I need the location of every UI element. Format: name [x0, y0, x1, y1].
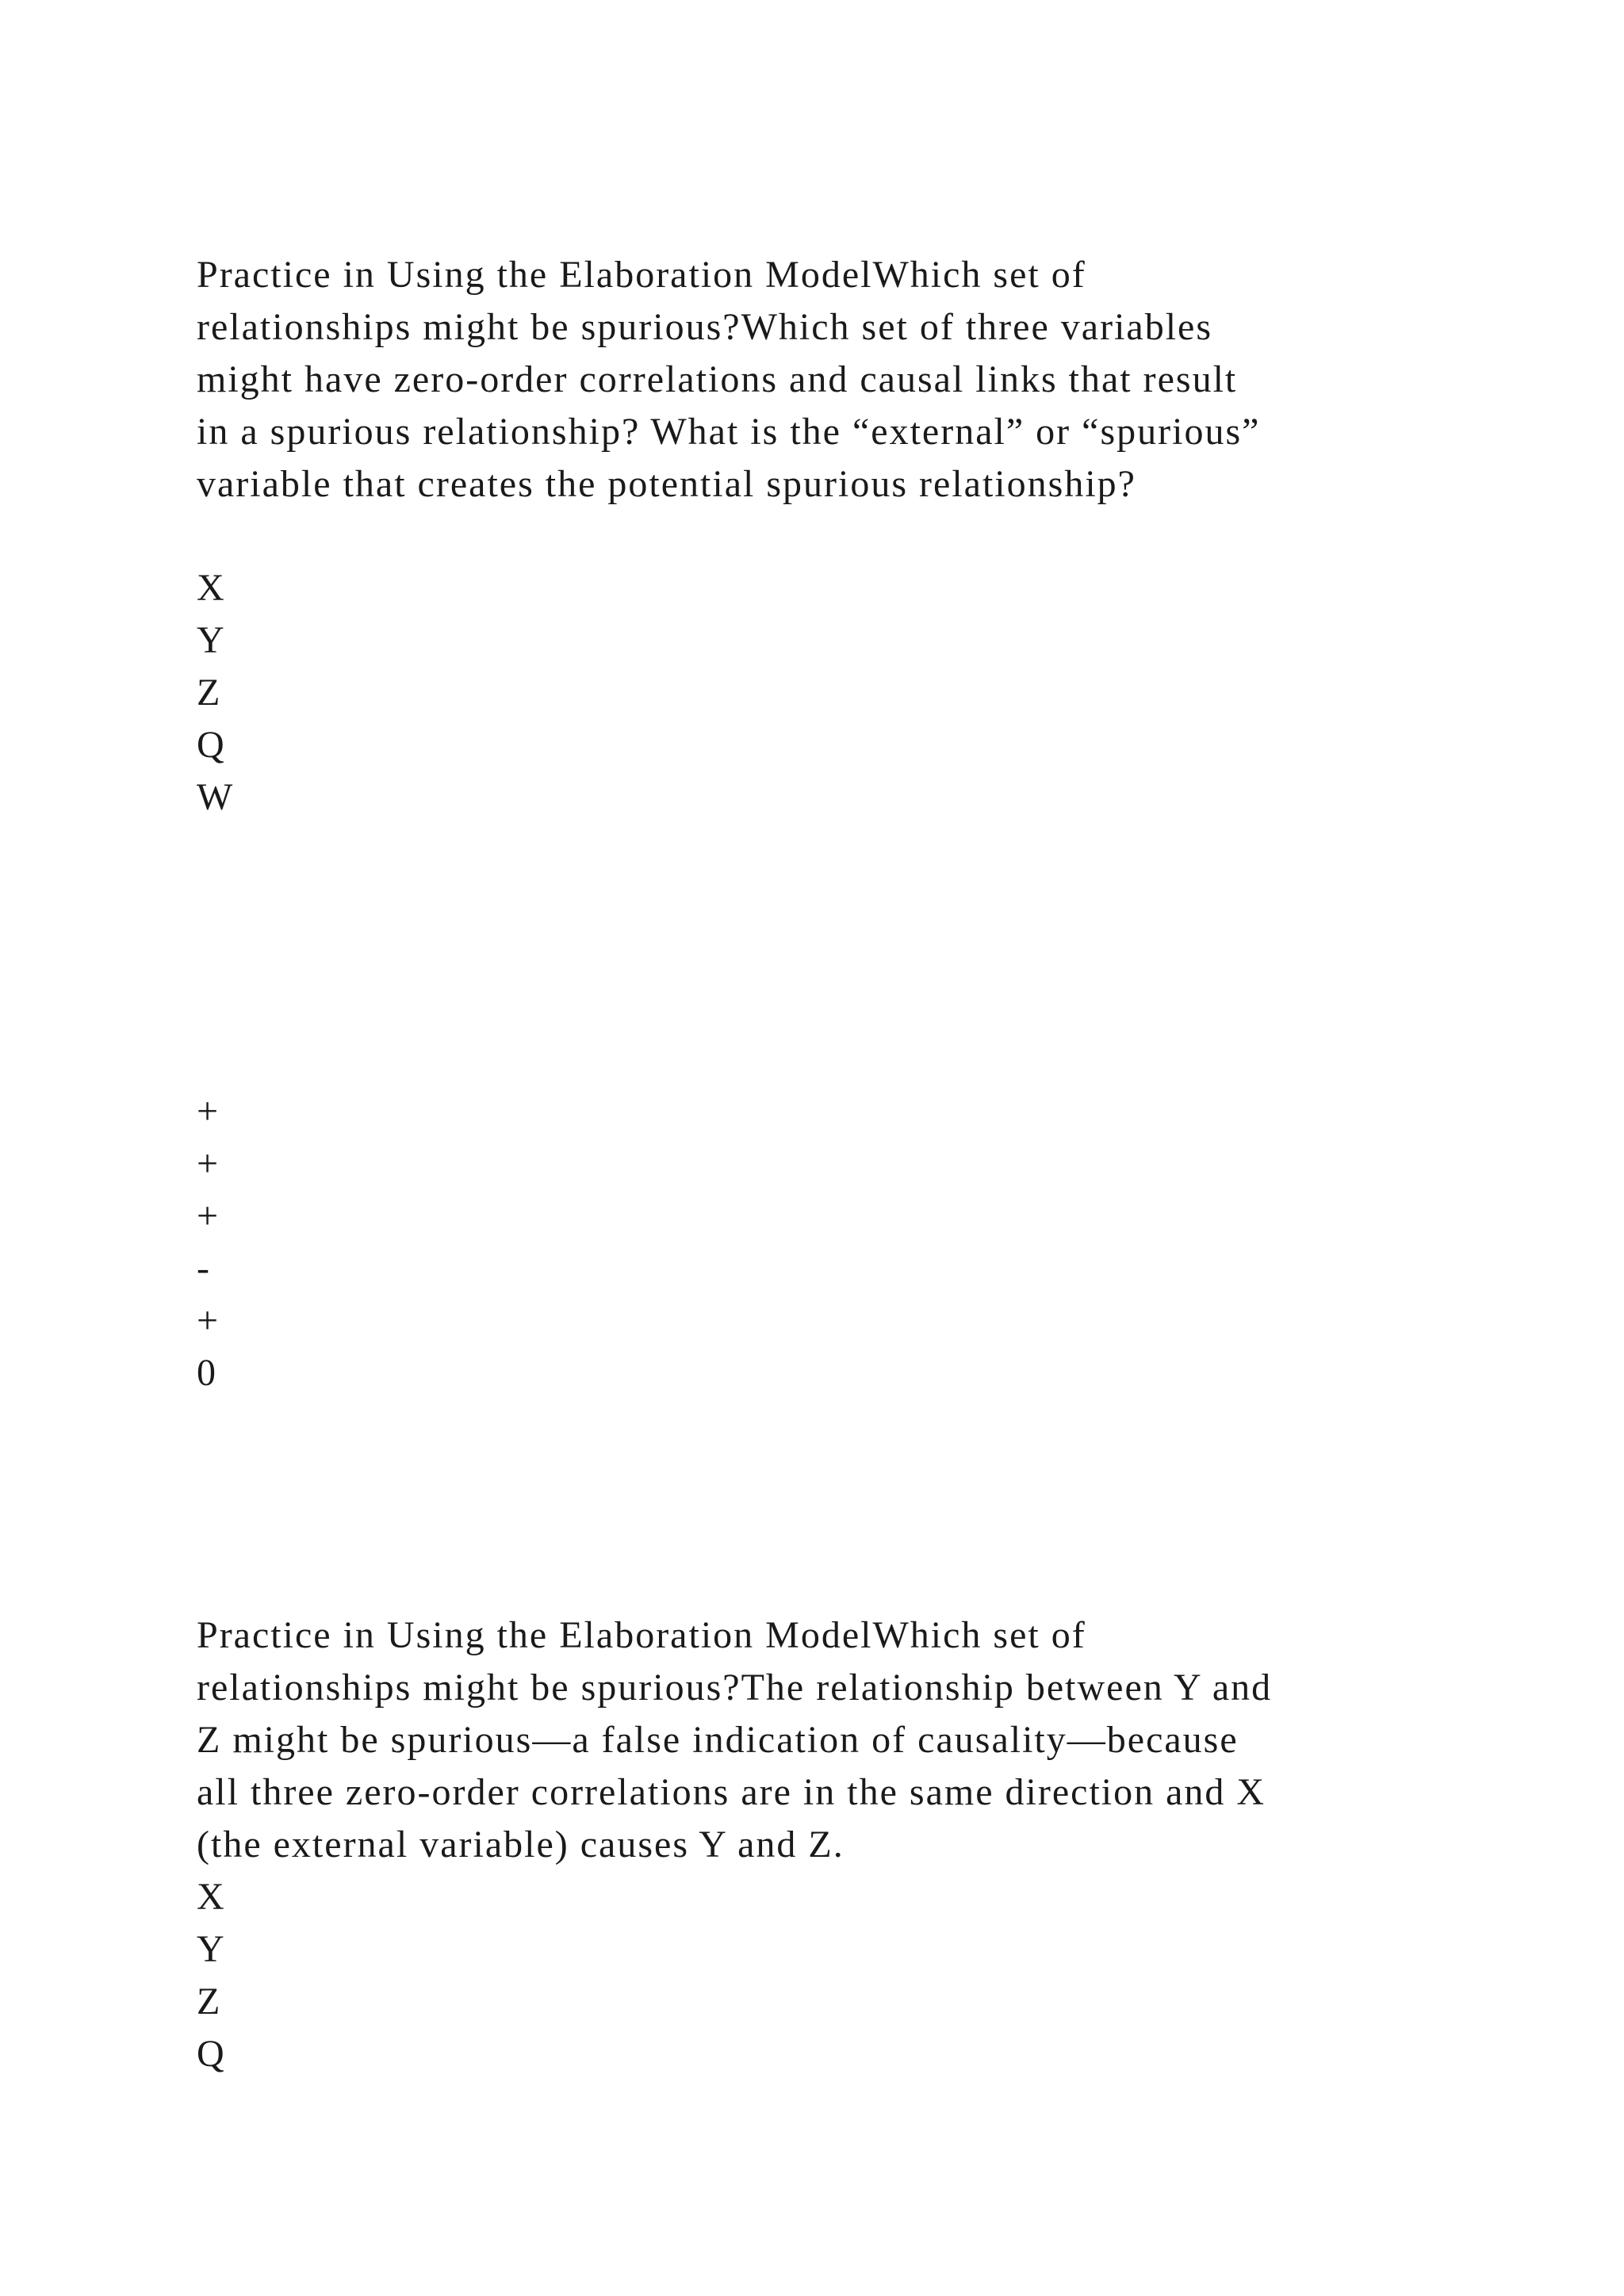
variable-label: Q [197, 2033, 226, 2075]
variable-label: Q [197, 724, 226, 766]
correlation-sign: 0 [197, 1352, 217, 1394]
variable-label: Z [197, 672, 222, 714]
section-1-variable-list [197, 562, 1434, 824]
paragraph-line: Z might be spurious—a false indication of causality—because [197, 1719, 1239, 1761]
correlation-sign: + [197, 1195, 220, 1237]
paragraph-line: Practice in Using the Elaboration ModelWhich set of [197, 1614, 1086, 1656]
paragraph-line: might have zero-order correlations and causal links that result [197, 358, 1238, 400]
correlation-sign: + [197, 1299, 220, 1341]
paragraph-line: (the external variable) causes Y and Z. [197, 1823, 845, 1866]
variable-label: W [197, 776, 235, 818]
paragraph-line: Practice in Using the Elaboration ModelWhich set of [197, 254, 1086, 296]
variable-label: Z [197, 1980, 222, 2022]
section-1-paragraph [197, 249, 1434, 511]
correlation-sign: + [197, 1090, 220, 1132]
variable-label: X [197, 1876, 226, 1918]
section-2-paragraph [197, 1609, 1434, 1871]
paragraph-line: all three zero-order correlations are in the same direction and X [197, 1771, 1266, 1813]
variable-label: Y [197, 619, 226, 661]
paragraph-line: in a spurious relationship? What is the “external” or “spurious” [197, 411, 1261, 453]
correlation-sign: + [197, 1142, 220, 1184]
correlation-sign: - [197, 1247, 211, 1289]
paragraph-line: relationships might be spurious?Which set of three variables [197, 306, 1213, 348]
section-1-correlation-signs [197, 1085, 1434, 1399]
paragraph-line: relationships might be spurious?The relationship between Y and [197, 1667, 1273, 1709]
paragraph-line: variable that creates the potential spurious relationship? [197, 463, 1136, 505]
variable-label: X [197, 567, 226, 609]
variable-label: Y [197, 1928, 226, 1970]
section-2-variable-list [197, 1871, 1434, 2080]
